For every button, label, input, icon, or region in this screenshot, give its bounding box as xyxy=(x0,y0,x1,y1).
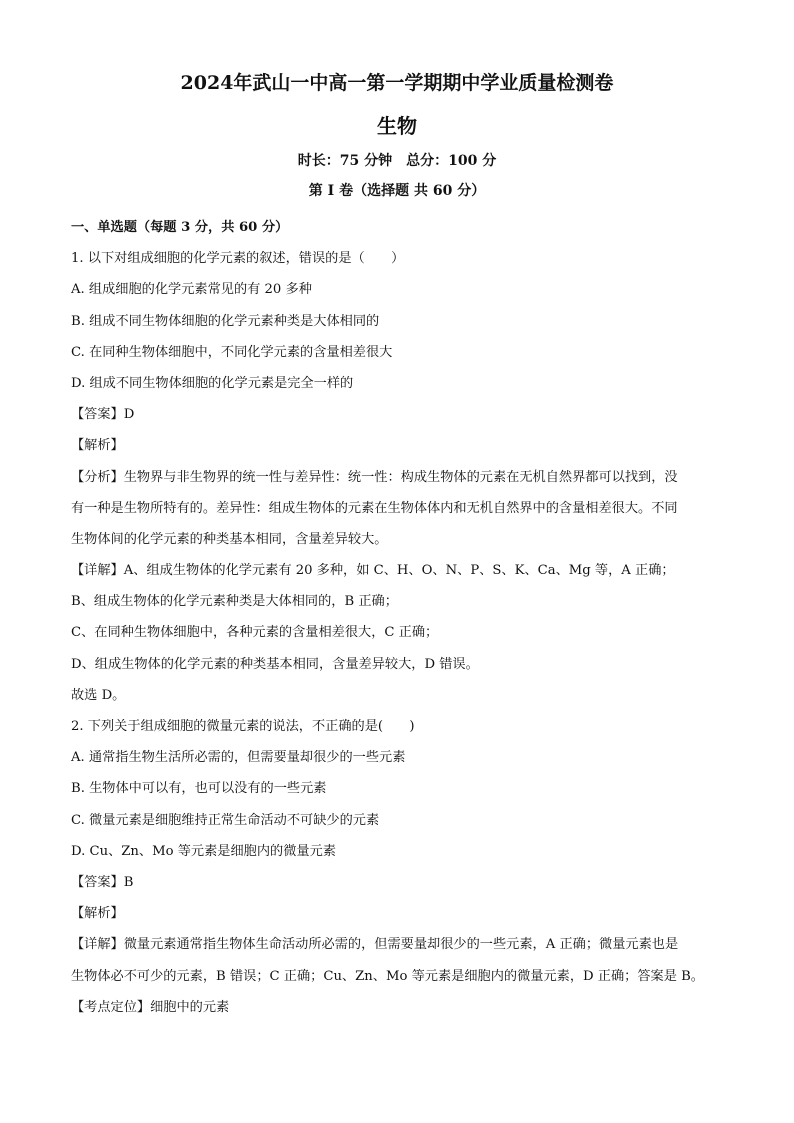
q2-detail-line-1: 【详解】微量元素通常指生物体生命活动所必需的，但需要量却很少的一些元素，A 正确；微量元素也是 xyxy=(71,937,679,953)
q2-stem: 2. 下列关于组成细胞的微量元素的说法，不正确的是( ) xyxy=(71,719,415,734)
q2-detail-line-2: 生物体必不可少的元素，B 错误；C 正确；Cu、Zn、Mo 等元素是细胞内的微量元素，D 正确；答案是 B。 xyxy=(71,968,704,984)
q1-stem: 1. 以下对组成细胞的化学元素的叙述，错误的是（ ） xyxy=(71,251,405,267)
q2-answer: 【答案】B xyxy=(71,874,134,890)
exam-title: 2024年武山一中高一第一学期期中学业质量检测卷 xyxy=(180,72,614,94)
q1-detail-line-2: B、组成生物体的化学元素种类是大体相同的，B 正确； xyxy=(71,594,398,610)
section-heading: 一、单选题（每题 3 分，共 60 分） xyxy=(71,220,289,235)
q2-analysis-label: 【解析】 xyxy=(71,906,124,922)
q1-detail-line-3: C、在同种生物体细胞中，各种元素的含量相差很大，C 正确； xyxy=(71,625,439,641)
q2-key-point: 【考点定位】细胞中的元素 xyxy=(71,999,230,1015)
subject-title: 生物 xyxy=(377,114,417,138)
q2-option-a: A. 通常指生物生活所必需的，但需要量却很少的一些元素 xyxy=(71,750,406,766)
exam-content xyxy=(71,212,741,1023)
q1-detail-line-1: 【详解】A、组成生物体的化学元素有 20 多种，如 C、H、O、N、P、S、K、Ca、Mg 等，A 正确； xyxy=(71,563,675,579)
q1-option-b: B. 组成不同生物体细胞的化学元素种类是大体相同的 xyxy=(71,313,380,329)
q1-option-d: D. 组成不同生物体细胞的化学元素是完全一样的 xyxy=(71,375,354,391)
q2-option-d: D. Cu、Zn、Mo 等元素是细胞内的微量元素 xyxy=(71,843,336,859)
q1-answer: 【答案】D xyxy=(71,407,135,423)
q1-detail-line-4: D、组成生物体的化学元素的种类基本相同，含量差异较大，D 错误。 xyxy=(71,656,479,672)
q1-analysis-line-1: 【分析】生物界与非生物界的统一性与差异性：统一性：构成生物体的元素在无机自然界都可以找到，没 xyxy=(71,469,678,485)
q1-option-c: C. 在同种生物体细胞中，不同化学元素的含量相差很大 xyxy=(71,344,393,360)
exam-info: 时长：75 分钟 总分：100 分 xyxy=(297,153,497,169)
q2-option-c: C. 微量元素是细胞维持正常生命活动不可缺少的元素 xyxy=(71,812,380,828)
q1-analysis-line-2: 有一种是生物所特有的。差异性：组成生物体的元素在生物体体内和无机自然界中的含量相差很大。不同 xyxy=(71,500,678,516)
q1-analysis-label: 【解析】 xyxy=(71,438,124,454)
q1-conclusion: 故选 D。 xyxy=(71,687,126,703)
part-title: 第 I 卷（选择题 共 60 分） xyxy=(308,183,486,199)
q1-option-a: A. 组成细胞的化学元素常见的有 20 多种 xyxy=(71,282,312,298)
q2-option-b: B. 生物体中可以有，也可以没有的一些元素 xyxy=(71,781,327,797)
q1-analysis-line-3: 生物体间的化学元素的种类基本相同，含量差异较大。 xyxy=(71,531,388,547)
